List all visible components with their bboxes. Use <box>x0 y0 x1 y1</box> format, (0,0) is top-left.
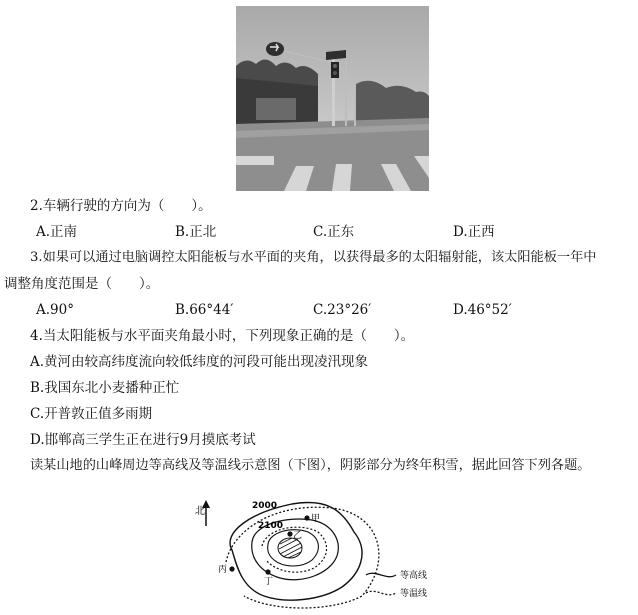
q4-stem: 4.当太阳能板与水平面夹角最小时，下列现象正确的是（ ）。 <box>30 328 415 344</box>
q3-option-a: A.90° <box>36 302 74 318</box>
q4-option-c: C.开普敦正值多雨期 <box>30 406 153 422</box>
q3-stem-line1: 3.如果可以通过电脑调控太阳能板与水平面的夹角，以获得最多的太阳辐射能，该太阳能板一年中 <box>30 250 597 265</box>
q2-option-d: D.正西 <box>453 224 495 240</box>
q4-option-a: A.黄河由较高纬度流向较低纬度的河段可能出现凌汛现象 <box>30 354 369 370</box>
point-ding: 丁 <box>264 577 274 587</box>
q3-option-c: C.23°26′ <box>313 302 372 318</box>
legend-contour-line <box>366 573 396 576</box>
contour-label-2100: 2100 <box>258 521 284 531</box>
map-intro: 读某山地的山峰周边等高线及等温线示意图（下图），阴影部分为终年积雪，据此回答下列各题。 <box>30 458 591 473</box>
north-label: 北 <box>195 506 205 517</box>
q4-option-b: B.我国东北小麦播种正忙 <box>30 380 180 396</box>
contour-map <box>192 492 452 615</box>
q3-option-d: D.46°52′ <box>453 302 512 318</box>
contour-label-2000: 2000 <box>252 501 278 511</box>
q2-option-a: A.正南 <box>36 224 78 240</box>
q4-option-d: D.邯郸高三学生正在进行9月摸底考试 <box>30 432 256 448</box>
point-bing: 丙 <box>218 565 228 575</box>
q3-stem-line2: 调整角度范围是（ ）。 <box>4 276 160 292</box>
road-photo <box>236 6 429 191</box>
q3-option-b: B.66°44′ <box>175 302 234 318</box>
permanent-snow-area <box>278 538 302 558</box>
q2-option-c: C.正东 <box>313 224 355 240</box>
point-yi: 乙 <box>293 531 303 541</box>
point-jia: 甲 <box>311 514 321 524</box>
legend-isotherm-label: 等温线 <box>400 589 428 599</box>
q2-option-b: B.正北 <box>175 224 217 240</box>
legend-contour-label: 等高线 <box>400 571 428 581</box>
isotherm-outer <box>226 507 379 608</box>
legend-isotherm-line <box>366 591 396 594</box>
q2-stem: 2.车辆行驶的方向为（ ）。 <box>30 198 212 214</box>
